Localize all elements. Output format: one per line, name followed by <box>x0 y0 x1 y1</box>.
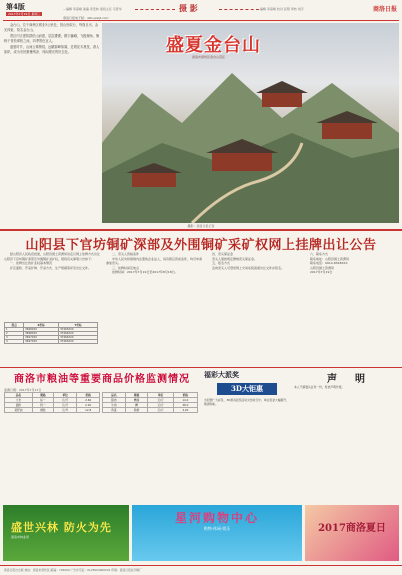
feature-paragraph: 金台山，位于商州区城北3公里处，因山形似台，每逢日出，金光四射，故名金台山。 <box>4 23 99 32</box>
notice-text: 本人不慎遗失证件一份，特此声明作废。 <box>294 385 345 389</box>
lottery-section <box>204 370 290 503</box>
paragraph: 2017年7月19日 <box>310 270 333 275</box>
table-row: 2 3698XXX 37464XXX <box>5 332 98 336</box>
feature-title: 盛夏金台山 <box>166 35 261 56</box>
lottery-title: 福彩大派奖 <box>204 370 239 379</box>
table-row: 3 3697XXX 37464XXX <box>5 336 98 340</box>
table-row: 牛肉 精 元/斤 38.0 <box>103 403 198 408</box>
date-badge: 2017年7月19日 星期三 <box>8 12 41 16</box>
notice-section <box>294 370 398 503</box>
price-table: 品名 规格 单位 价格 猪肉 精瘦 元/斤 14.0 牛肉 精 元/斤 38.0 鸡蛋 新鲜 元/斤 4.20 <box>102 392 198 413</box>
paragraph: 五、报名方式 <box>212 261 231 266</box>
epaper-url: 商洛日报电子版：dzb.sxsljt.com <box>63 16 109 20</box>
newspaper-logo: 商洛日报 <box>372 6 397 13</box>
paragraph: 一、挂牌出让的矿业权基本情况 <box>10 261 53 266</box>
shopping-center-ad: 星河购物中心 购物·休闲·娱乐 <box>132 505 302 561</box>
table-row: 猪肉 精瘦 元/斤 14.0 <box>103 398 198 403</box>
section-title: 摄 影 <box>179 3 198 13</box>
feature-text-column <box>4 23 100 221</box>
paragraph: 中华人民共和国境内注册的企业法人，具有相应资质条件，均可申请参加竞买。 <box>106 256 202 266</box>
paragraph: 四、竞买保证金 <box>212 252 234 256</box>
editor-meta-left: —编辑 李高峰 美编 李安林 值班主任 马普华 <box>63 7 122 11</box>
market-subtitle: 监测日期：2017年7月17日 <box>4 388 42 392</box>
paragraph: 山阳县国土资源局 <box>310 265 335 270</box>
section-divider <box>0 367 402 368</box>
paragraph: 三、挂牌时间及地点 <box>112 265 140 270</box>
announcement-column-2 <box>106 252 202 364</box>
forest-fire-ad: 盛世兴林 防火为先 商洛市林业局 <box>3 505 129 561</box>
table-row: 大米 标一 元/斤 2.60 <box>5 398 100 403</box>
market-title: 商洛市粮油等重要商品价格监测情况 <box>14 374 190 385</box>
editor-meta-right: —编辑 李高峰 校对 张明 审核 刘宇 <box>257 7 304 11</box>
header-rule <box>3 20 399 21</box>
announcement-column-4 <box>304 252 398 364</box>
photo-credit: 摄影：商洛日报记者 <box>187 224 215 228</box>
table-row: 1 3698XXX 37463XXX <box>5 328 98 332</box>
section-divider <box>0 229 402 231</box>
notice-title: 声明 <box>327 374 383 385</box>
announcement-headline: 山阳县下官坊铜矿深部及外围铜矿采矿权网上挂牌出让公告 <box>25 238 377 253</box>
table-row: 鸡蛋 新鲜 元/斤 4.20 <box>103 408 198 413</box>
table-header: 拐点 <box>5 323 24 328</box>
table-row: 菜籽油 桶装 元/升 12.8 <box>5 408 100 413</box>
paragraph: 意向竞买人可登录网上交易系统查阅出让文件并报名。 <box>212 265 285 270</box>
paragraph: 矿区面积、开采矿种、开采方式、生产规模等详见出让文件。 <box>10 265 92 270</box>
paragraph: 二、竞买人资格条件 <box>112 252 140 256</box>
table-header: Y坐标 <box>59 323 98 328</box>
table-header: X坐标 <box>24 323 59 328</box>
paragraph: 联系地址：山阳县国土资源局 <box>310 256 350 261</box>
lottery-text: 为回馈广大彩民，3D游戏派奖活动火热进行中，单注奖金大幅提升，敬请购彩。 <box>204 398 290 406</box>
feature-photo <box>102 23 399 223</box>
coordinates-table <box>4 322 98 344</box>
announcement-column-1 <box>4 252 102 364</box>
paragraph: 竞买人须按规定缴纳竞买保证金。 <box>212 256 258 261</box>
price-table: 品名 规格 单位 价格 大米 标一 元/斤 2.60 面粉 特一 元/斤 2.20 菜籽油 桶装 元/升 12.8 <box>4 392 100 413</box>
market-price-section <box>4 370 200 503</box>
page-footer: 商洛日报社出版 地址：商洛市商州区 邮编：726000 广告许可证：6125004000001 印刷：商洛日报社印刷厂 <box>0 565 402 575</box>
page-number: 第4版 <box>6 2 25 11</box>
lottery-banner: 3D大钜惠 <box>217 383 277 395</box>
paragraph: 挂牌时间：2017年7月19日至2017年8月18日。 <box>112 270 178 275</box>
feature-paragraph: 盛夏时节，山间云雾缭绕，远眺群峰如黛，近观花木葱茏，游人如织，成为市民避暑纳凉、休闲观光的好去处。 <box>4 45 100 54</box>
page-header <box>3 2 399 22</box>
paragraph: 经山阳县人民政府批准，山阳县国土资源局决定以网上挂牌方式出让山阳县下官坊铜矿深部及外围铜矿采矿权，现将有关事项公告如下： <box>4 252 101 261</box>
paragraph: 联系电话：0914-8328XXX <box>310 261 348 266</box>
table-row: 4 3697XXX 37463XXX <box>5 340 98 344</box>
feature-paragraph: 景区内古建筑群依山而建，层层叠叠，殿宇巍峨，飞檐翘角，掩映于青松翠柏之间，四季景色宜人。 <box>4 34 100 43</box>
announcement-column-3 <box>206 252 300 364</box>
advertisement-strip <box>0 503 402 563</box>
photo-location: 商洛市商州区金台山景区 <box>192 55 226 59</box>
table-row: 面粉 特一 元/斤 2.20 <box>5 403 100 408</box>
summer-event-ad: 2017商洛夏日 <box>305 505 399 561</box>
paragraph: 六、联系方式 <box>310 252 329 256</box>
